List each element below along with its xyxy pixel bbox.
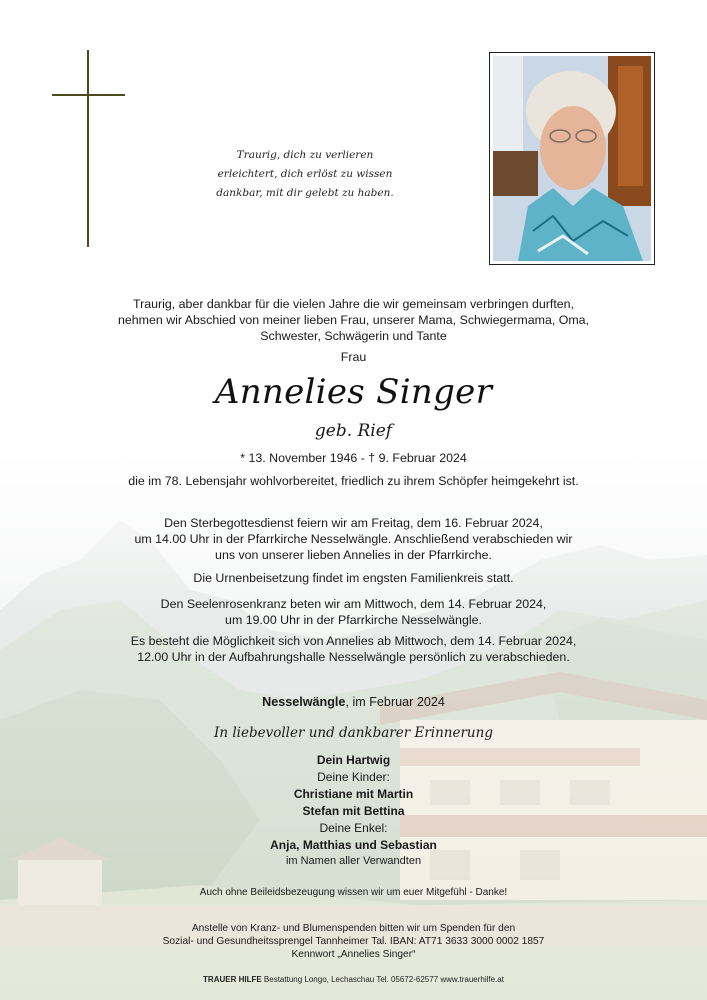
paragraph-line: Den Sterbegottesdienst feiern wir am Freitag, dem 16. Februar 2024, bbox=[164, 516, 543, 530]
burial-paragraph bbox=[0, 570, 707, 586]
thanks-line: Auch ohne Beileidsbezeugung wissen wir um euer Mitgefühl - Danke! bbox=[199, 887, 508, 898]
donation-text bbox=[0, 922, 707, 961]
child-entry: Stefan mit Bettina bbox=[302, 804, 405, 818]
cross-icon bbox=[87, 50, 89, 247]
family-list bbox=[0, 752, 707, 869]
footer-details: Bestattung Longo, Lechaschau Tel. 05672-62577 www.trauerhilfe.at bbox=[261, 975, 504, 984]
poem-line: Traurig, dich zu verlieren bbox=[236, 149, 374, 161]
paragraph-line: um 19.00 Uhr in der Pfarrkirche Nesselwängle. bbox=[225, 613, 482, 627]
rosary-paragraph bbox=[0, 596, 707, 628]
funeral-service-paragraph bbox=[0, 515, 707, 563]
donation-line: Sozial- und Gesundheitssprengel Tannheimer Tal. IBAN: AT71 3633 3000 0002 1857 bbox=[162, 936, 545, 947]
deceased-name: Annelies Singer bbox=[214, 372, 493, 412]
title-frau: Frau bbox=[340, 350, 367, 364]
footer bbox=[0, 975, 707, 985]
place-date bbox=[0, 695, 707, 709]
husband: Dein Hartwig bbox=[316, 753, 391, 767]
paragraph-line: Es besteht die Möglichkeit sich von Annelies ab Mittwoch, dem 14. Februar 2024, bbox=[130, 634, 577, 648]
paragraph-line: 12.00 Uhr in der Aufbahrungshalle Nesselwängle persönlich zu verabschieden. bbox=[137, 650, 570, 664]
life-line: die im 78. Lebensjahr wohlvorbereitet, friedlich zu ihrem Schöpfer heimgekehrt ist. bbox=[128, 474, 579, 488]
paragraph-line: Den Seelenrosenkranz beten wir am Mittwoch, dem 14. Februar 2024, bbox=[160, 597, 547, 611]
life-dates: * 13. November 1946 - † 9. Februar 2024 bbox=[240, 451, 467, 465]
child-entry: Christiane mit Martin bbox=[293, 787, 414, 801]
memory-line: In liebevoller und dankbarer Erinnerung bbox=[214, 725, 493, 741]
viewing-paragraph bbox=[0, 633, 707, 665]
poem-line: dankbar, mit dir gelebt zu haben. bbox=[216, 187, 394, 199]
cross-icon-bar bbox=[52, 94, 125, 96]
paragraph-line: Die Urnenbeisetzung findet im engsten Familienkreis statt. bbox=[193, 571, 514, 585]
intro-line: nehmen wir Abschied von meiner lieben Frau, unserer Mama, Schwiegermama, Oma, bbox=[117, 313, 590, 327]
paragraph-line: uns von unserer lieben Annelies in der Pfarrkirche. bbox=[215, 548, 492, 562]
intro-line: Traurig, aber dankbar für die vielen Jahre die wir gemeinsam verbringen durften, bbox=[132, 297, 574, 311]
donation-line: Anstelle von Kranz- und Blumenspenden bitten wir um Spenden für den bbox=[191, 923, 516, 934]
grandchildren-label: Deine Enkel: bbox=[319, 821, 388, 835]
relatives-line: im Namen aller Verwandten bbox=[285, 855, 422, 867]
intro-text bbox=[0, 296, 707, 344]
closing-date: , im Februar 2024 bbox=[345, 695, 445, 709]
grandchildren: Anja, Matthias und Sebastian bbox=[270, 838, 437, 852]
paragraph-line: um 14.00 Uhr in der Pfarrkirche Nesselwängle. Anschließend verabschieden wir bbox=[134, 532, 573, 546]
children-label: Deine Kinder: bbox=[317, 770, 390, 784]
donation-line: Kennwort „Annelies Singer“ bbox=[291, 949, 416, 960]
maiden-name: geb. Rief bbox=[314, 421, 393, 441]
poem-line: erleichtert, dich erlöst zu wissen bbox=[217, 168, 393, 180]
poem bbox=[210, 146, 400, 203]
portrait-photo bbox=[489, 52, 655, 265]
place-name: Nesselwängle bbox=[262, 695, 346, 709]
footer-brand: TRAUER HILFE bbox=[203, 975, 262, 984]
intro-line: Schwester, Schwägerin und Tante bbox=[260, 329, 447, 343]
